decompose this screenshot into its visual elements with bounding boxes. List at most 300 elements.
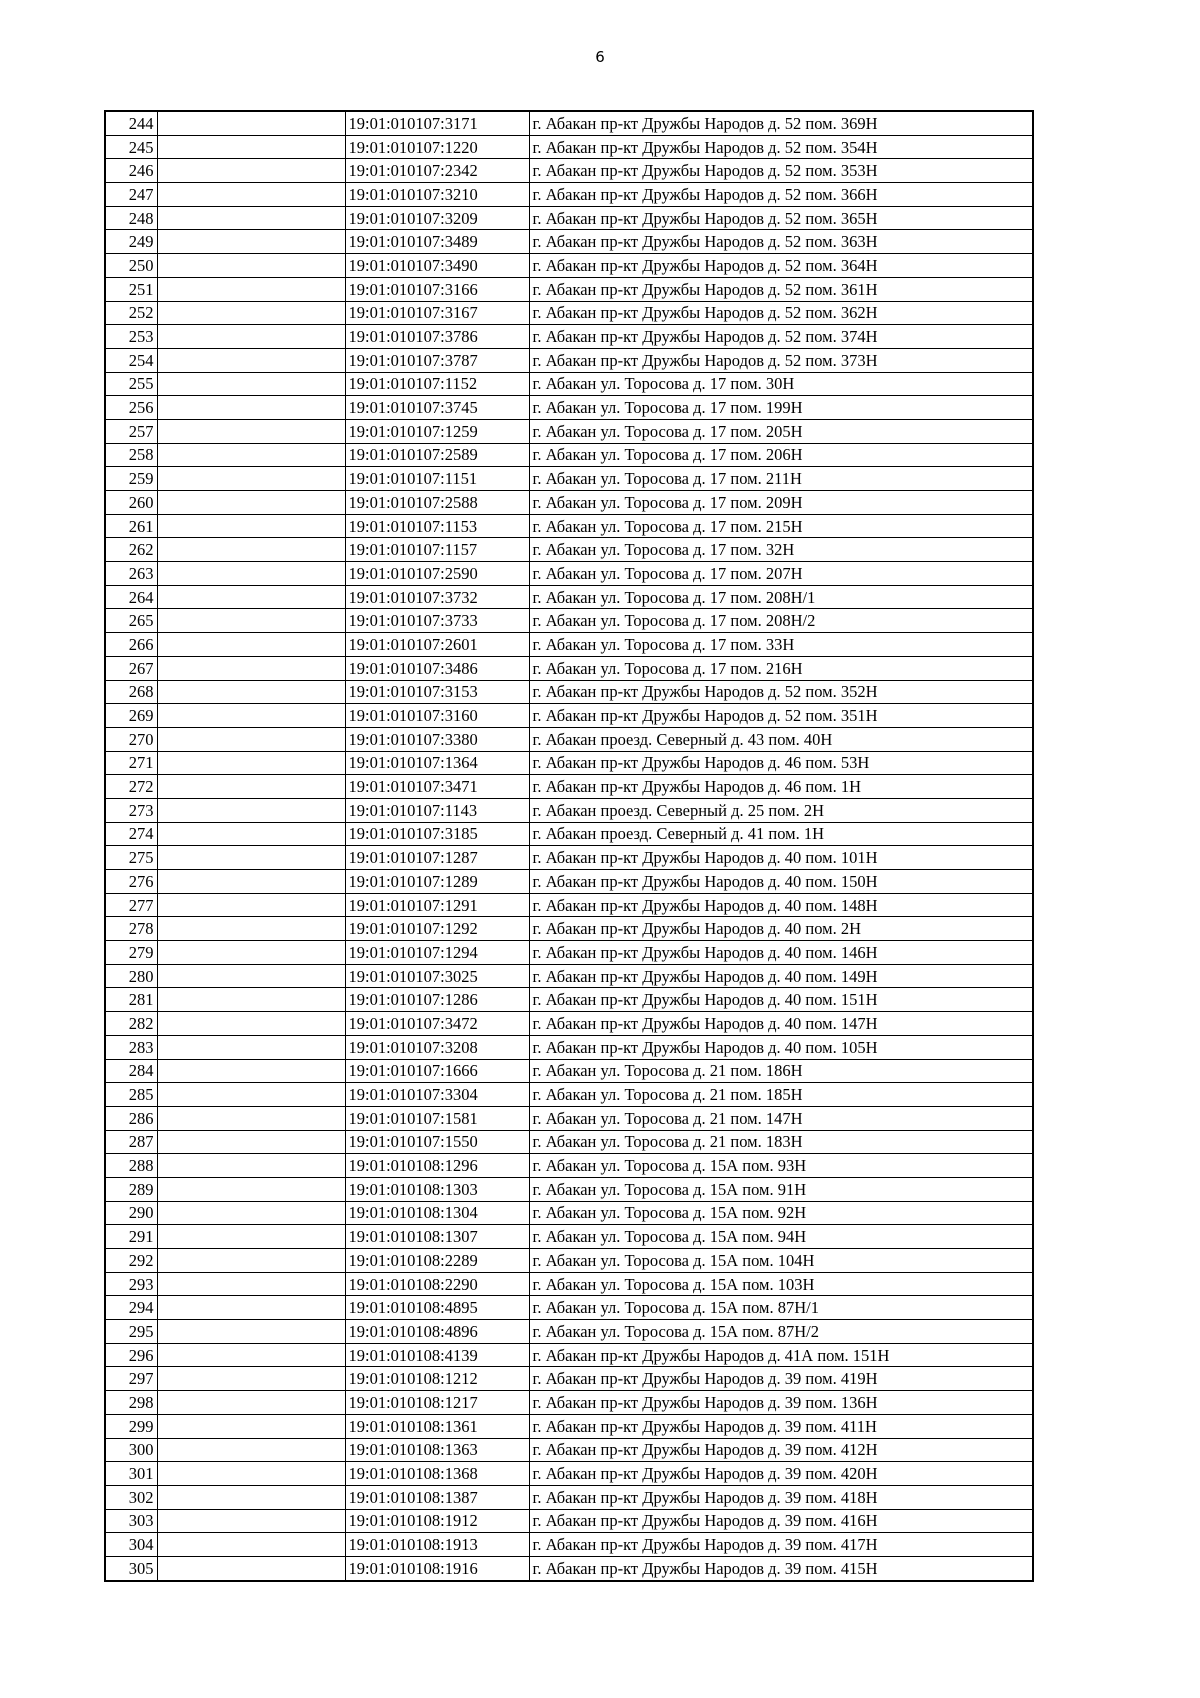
address-cell: г. Абакан пр-кт Дружбы Народов д. 40 пом. 146Н [529,941,1033,965]
address-cell: г. Абакан ул. Торосова д. 17 пом. 199Н [529,396,1033,420]
cadastral-number-cell: 19:01:010107:1151 [345,467,529,491]
cadastral-number-cell: 19:01:010107:1259 [345,419,529,443]
blank-cell [157,1438,345,1462]
address-cell: г. Абакан проезд. Северный д. 41 пом. 1Н [529,822,1033,846]
blank-cell [157,1272,345,1296]
row-number-cell: 257 [105,419,157,443]
row-number-cell: 296 [105,1343,157,1367]
cadastral-number-cell: 19:01:010108:1303 [345,1177,529,1201]
table-row [105,348,1033,372]
table-row [105,1296,1033,1320]
cadastral-number-cell: 19:01:010108:4139 [345,1343,529,1367]
blank-cell [157,609,345,633]
blank-cell [157,419,345,443]
blank-cell [157,917,345,941]
cadastral-number-cell: 19:01:010107:3787 [345,348,529,372]
cadastral-number-cell: 19:01:010108:1363 [345,1438,529,1462]
row-number-cell: 267 [105,656,157,680]
cadastral-number-cell: 19:01:010107:2588 [345,491,529,515]
address-cell: г. Абакан пр-кт Дружбы Народов д. 39 пом. 418Н [529,1485,1033,1509]
address-cell: г. Абакан пр-кт Дружбы Народов д. 39 пом. 136Н [529,1391,1033,1415]
address-cell: г. Абакан пр-кт Дружбы Народов д. 52 пом. 362Н [529,301,1033,325]
blank-cell [157,1012,345,1036]
cadastral-number-cell: 19:01:010108:2290 [345,1272,529,1296]
row-number-cell: 292 [105,1249,157,1273]
address-cell: г. Абакан ул. Торосова д. 17 пом. 33Н [529,633,1033,657]
blank-cell [157,491,345,515]
row-number-cell: 299 [105,1414,157,1438]
table-row [105,1059,1033,1083]
blank-cell [157,1201,345,1225]
row-number-cell: 279 [105,941,157,965]
row-number-cell: 269 [105,704,157,728]
table-row [105,1272,1033,1296]
row-number-cell: 260 [105,491,157,515]
cadastral-number-cell: 19:01:010107:1220 [345,135,529,159]
blank-cell [157,870,345,894]
address-cell: г. Абакан пр-кт Дружбы Народов д. 52 пом. 364Н [529,254,1033,278]
row-number-cell: 246 [105,159,157,183]
row-number-cell: 281 [105,988,157,1012]
cadastral-number-cell: 19:01:010107:1666 [345,1059,529,1083]
row-number-cell: 273 [105,798,157,822]
blank-cell [157,443,345,467]
blank-cell [157,964,345,988]
table-row [105,1414,1033,1438]
table-row [105,1012,1033,1036]
cadastral-number-cell: 19:01:010108:1387 [345,1485,529,1509]
table-row [105,111,1033,135]
cadastral-number-cell: 19:01:010107:3171 [345,111,529,135]
address-cell: г. Абакан ул. Торосова д. 17 пом. 209Н [529,491,1033,515]
blank-cell [157,1343,345,1367]
address-cell: г. Абакан пр-кт Дружбы Народов д. 39 пом. 412Н [529,1438,1033,1462]
table-row [105,254,1033,278]
address-cell: г. Абакан пр-кт Дружбы Народов д. 39 пом. 415Н [529,1556,1033,1580]
table-row [105,656,1033,680]
cadastral-number-cell: 19:01:010108:4896 [345,1320,529,1344]
row-number-cell: 265 [105,609,157,633]
table-row [105,372,1033,396]
blank-cell [157,1320,345,1344]
address-cell: г. Абакан пр-кт Дружбы Народов д. 46 пом. 1Н [529,775,1033,799]
row-number-cell: 244 [105,111,157,135]
cadastral-number-cell: 19:01:010107:1581 [345,1106,529,1130]
blank-cell [157,1225,345,1249]
address-cell: г. Абакан пр-кт Дружбы Народов д. 40 пом. 105Н [529,1035,1033,1059]
address-cell: г. Абакан пр-кт Дружбы Народов д. 41А пом. 151Н [529,1343,1033,1367]
address-cell: г. Абакан пр-кт Дружбы Народов д. 52 пом. 353Н [529,159,1033,183]
cadastral-number-cell: 19:01:010107:3786 [345,325,529,349]
row-number-cell: 264 [105,585,157,609]
table-row [105,1249,1033,1273]
address-cell: г. Абакан ул. Торосова д. 15А пом. 104Н [529,1249,1033,1273]
address-cell: г. Абакан ул. Торосова д. 17 пом. 208Н/1 [529,585,1033,609]
table-row [105,159,1033,183]
row-number-cell: 295 [105,1320,157,1344]
table-row [105,396,1033,420]
row-number-cell: 263 [105,562,157,586]
table-row [105,491,1033,515]
blank-cell [157,656,345,680]
table-row [105,870,1033,894]
cadastral-number-cell: 19:01:010107:3733 [345,609,529,633]
cadastral-number-cell: 19:01:010107:3472 [345,1012,529,1036]
row-number-cell: 291 [105,1225,157,1249]
blank-cell [157,348,345,372]
address-cell: г. Абакан пр-кт Дружбы Народов д. 39 пом. 411Н [529,1414,1033,1438]
cadastral-number-cell: 19:01:010107:3167 [345,301,529,325]
address-cell: г. Абакан пр-кт Дружбы Народов д. 39 пом. 419Н [529,1367,1033,1391]
blank-cell [157,1035,345,1059]
blank-cell [157,301,345,325]
blank-cell [157,277,345,301]
row-number-cell: 251 [105,277,157,301]
blank-cell [157,585,345,609]
blank-cell [157,159,345,183]
row-number-cell: 272 [105,775,157,799]
address-cell: г. Абакан ул. Торосова д. 17 пом. 211Н [529,467,1033,491]
blank-cell [157,1462,345,1486]
address-cell: г. Абакан пр-кт Дружбы Народов д. 40 пом. 148Н [529,893,1033,917]
cadastral-number-cell: 19:01:010107:1294 [345,941,529,965]
table-row [105,1154,1033,1178]
blank-cell [157,183,345,207]
row-number-cell: 289 [105,1177,157,1201]
blank-cell [157,1509,345,1533]
table-row [105,538,1033,562]
row-number-cell: 258 [105,443,157,467]
blank-cell [157,1296,345,1320]
row-number-cell: 286 [105,1106,157,1130]
row-number-cell: 298 [105,1391,157,1415]
address-cell: г. Абакан проезд. Северный д. 43 пом. 40Н [529,727,1033,751]
address-cell: г. Абакан пр-кт Дружбы Народов д. 40 пом. 150Н [529,870,1033,894]
address-cell: г. Абакан пр-кт Дружбы Народов д. 52 пом. 361Н [529,277,1033,301]
table-body [105,111,1033,1581]
cadastral-number-cell: 19:01:010107:3153 [345,680,529,704]
blank-cell [157,562,345,586]
address-cell: г. Абакан ул. Торосова д. 15А пом. 87Н/2 [529,1320,1033,1344]
address-cell: г. Абакан ул. Торосова д. 21 пом. 147Н [529,1106,1033,1130]
table-row [105,325,1033,349]
address-cell: г. Абакан проезд. Северный д. 25 пом. 2Н [529,798,1033,822]
table-row [105,1201,1033,1225]
cadastral-number-cell: 19:01:010107:3471 [345,775,529,799]
cadastral-number-cell: 19:01:010107:3209 [345,206,529,230]
cadastral-number-cell: 19:01:010108:1916 [345,1556,529,1580]
table-row [105,1320,1033,1344]
cadastral-number-cell: 19:01:010108:2289 [345,1249,529,1273]
cadastral-number-cell: 19:01:010107:1292 [345,917,529,941]
table-row [105,704,1033,728]
table-row [105,1533,1033,1557]
table-row [105,822,1033,846]
table-row [105,633,1033,657]
cadastral-number-cell: 19:01:010108:1304 [345,1201,529,1225]
blank-cell [157,633,345,657]
row-number-cell: 262 [105,538,157,562]
blank-cell [157,988,345,1012]
blank-cell [157,1059,345,1083]
address-cell: г. Абакан ул. Торосова д. 17 пом. 207Н [529,562,1033,586]
blank-cell [157,798,345,822]
blank-cell [157,893,345,917]
cadastral-number-cell: 19:01:010107:3160 [345,704,529,728]
cadastral-number-cell: 19:01:010107:3380 [345,727,529,751]
blank-cell [157,514,345,538]
cadastral-number-cell: 19:01:010107:2601 [345,633,529,657]
blank-cell [157,1177,345,1201]
table-row [105,585,1033,609]
address-cell: г. Абакан ул. Торосова д. 17 пом. 30Н [529,372,1033,396]
blank-cell [157,206,345,230]
page-number: 6 [595,48,605,66]
address-cell: г. Абакан пр-кт Дружбы Народов д. 52 пом. 369Н [529,111,1033,135]
table-row [105,1485,1033,1509]
cadastral-number-cell: 19:01:010108:1912 [345,1509,529,1533]
property-registry-table [104,110,1034,1582]
table-row [105,941,1033,965]
address-cell: г. Абакан ул. Торосова д. 15А пом. 103Н [529,1272,1033,1296]
address-cell: г. Абакан пр-кт Дружбы Народов д. 52 пом. 351Н [529,704,1033,728]
row-number-cell: 270 [105,727,157,751]
address-cell: г. Абакан пр-кт Дружбы Народов д. 39 пом. 416Н [529,1509,1033,1533]
row-number-cell: 285 [105,1083,157,1107]
cadastral-number-cell: 19:01:010107:2589 [345,443,529,467]
table-row [105,798,1033,822]
blank-cell [157,1391,345,1415]
table-row [105,1556,1033,1580]
row-number-cell: 288 [105,1154,157,1178]
row-number-cell: 302 [105,1485,157,1509]
address-cell: г. Абакан пр-кт Дружбы Народов д. 40 пом. 149Н [529,964,1033,988]
address-cell: г. Абакан ул. Торосова д. 15А пом. 93Н [529,1154,1033,1178]
table-row [105,775,1033,799]
address-cell: г. Абакан пр-кт Дружбы Народов д. 52 пом. 352Н [529,680,1033,704]
cadastral-number-cell: 19:01:010107:1152 [345,372,529,396]
cadastral-number-cell: 19:01:010107:3486 [345,656,529,680]
address-cell: г. Абакан ул. Торосова д. 17 пом. 216Н [529,656,1033,680]
row-number-cell: 275 [105,846,157,870]
blank-cell [157,1083,345,1107]
row-number-cell: 261 [105,514,157,538]
blank-cell [157,1154,345,1178]
table-row [105,893,1033,917]
table-row [105,419,1033,443]
address-cell: г. Абакан пр-кт Дружбы Народов д. 39 пом. 420Н [529,1462,1033,1486]
cadastral-number-cell: 19:01:010107:1286 [345,988,529,1012]
blank-cell [157,1106,345,1130]
blank-cell [157,751,345,775]
row-number-cell: 253 [105,325,157,349]
address-cell: г. Абакан пр-кт Дружбы Народов д. 40 пом. 151Н [529,988,1033,1012]
address-cell: г. Абакан пр-кт Дружбы Народов д. 40 пом. 147Н [529,1012,1033,1036]
row-number-cell: 249 [105,230,157,254]
table-row [105,1462,1033,1486]
address-cell: г. Абакан пр-кт Дружбы Народов д. 52 пом. 354Н [529,135,1033,159]
row-number-cell: 252 [105,301,157,325]
cadastral-number-cell: 19:01:010107:1143 [345,798,529,822]
address-cell: г. Абакан пр-кт Дружбы Народов д. 52 пом. 373Н [529,348,1033,372]
table-row [105,609,1033,633]
blank-cell [157,1485,345,1509]
row-number-cell: 290 [105,1201,157,1225]
address-cell: г. Абакан ул. Торосова д. 15А пом. 92Н [529,1201,1033,1225]
blank-cell [157,1130,345,1154]
table-row [105,846,1033,870]
row-number-cell: 274 [105,822,157,846]
blank-cell [157,846,345,870]
address-cell: г. Абакан ул. Торосова д. 17 пом. 208Н/2 [529,609,1033,633]
table-row [105,1509,1033,1533]
address-cell: г. Абакан пр-кт Дружбы Народов д. 40 пом. 101Н [529,846,1033,870]
table-row [105,1343,1033,1367]
blank-cell [157,1556,345,1580]
cadastral-number-cell: 19:01:010108:1913 [345,1533,529,1557]
cadastral-number-cell: 19:01:010108:1217 [345,1391,529,1415]
row-number-cell: 284 [105,1059,157,1083]
cadastral-number-cell: 19:01:010107:1157 [345,538,529,562]
blank-cell [157,941,345,965]
cadastral-number-cell: 19:01:010108:1361 [345,1414,529,1438]
address-cell: г. Абакан пр-кт Дружбы Народов д. 52 пом. 363Н [529,230,1033,254]
address-cell: г. Абакан пр-кт Дружбы Народов д. 40 пом. 2Н [529,917,1033,941]
cadastral-number-cell: 19:01:010107:1287 [345,846,529,870]
row-number-cell: 280 [105,964,157,988]
table-row [105,964,1033,988]
cadastral-number-cell: 19:01:010107:1153 [345,514,529,538]
table-row [105,751,1033,775]
cadastral-number-cell: 19:01:010107:3208 [345,1035,529,1059]
blank-cell [157,135,345,159]
address-cell: г. Абакан ул. Торосова д. 21 пом. 183Н [529,1130,1033,1154]
address-cell: г. Абакан ул. Торосова д. 15А пом. 94Н [529,1225,1033,1249]
cadastral-number-cell: 19:01:010107:2590 [345,562,529,586]
address-cell: г. Абакан ул. Торосова д. 15А пом. 87Н/1 [529,1296,1033,1320]
cadastral-number-cell: 19:01:010108:4895 [345,1296,529,1320]
row-number-cell: 305 [105,1556,157,1580]
address-cell: г. Абакан пр-кт Дружбы Народов д. 46 пом. 53Н [529,751,1033,775]
address-cell: г. Абакан ул. Торосова д. 21 пом. 185Н [529,1083,1033,1107]
blank-cell [157,538,345,562]
row-number-cell: 271 [105,751,157,775]
table-row [105,1035,1033,1059]
cadastral-number-cell: 19:01:010107:1364 [345,751,529,775]
row-number-cell: 266 [105,633,157,657]
cadastral-number-cell: 19:01:010107:3025 [345,964,529,988]
table-row [105,135,1033,159]
row-number-cell: 287 [105,1130,157,1154]
cadastral-number-cell: 19:01:010107:3489 [345,230,529,254]
row-number-cell: 259 [105,467,157,491]
blank-cell [157,1533,345,1557]
table-row [105,1438,1033,1462]
address-cell: г. Абакан ул. Торосова д. 17 пом. 32Н [529,538,1033,562]
blank-cell [157,727,345,751]
cadastral-number-cell: 19:01:010107:1550 [345,1130,529,1154]
blank-cell [157,467,345,491]
row-number-cell: 255 [105,372,157,396]
table-row [105,727,1033,751]
blank-cell [157,1414,345,1438]
blank-cell [157,775,345,799]
table-row [105,1225,1033,1249]
cadastral-number-cell: 19:01:010108:1212 [345,1367,529,1391]
row-number-cell: 293 [105,1272,157,1296]
cadastral-number-cell: 19:01:010108:1368 [345,1462,529,1486]
table-row [105,1083,1033,1107]
row-number-cell: 268 [105,680,157,704]
table-row [105,562,1033,586]
table-row [105,680,1033,704]
cadastral-number-cell: 19:01:010107:3185 [345,822,529,846]
address-cell: г. Абакан ул. Торосова д. 15А пом. 91Н [529,1177,1033,1201]
address-cell: г. Абакан ул. Торосова д. 17 пом. 215Н [529,514,1033,538]
blank-cell [157,372,345,396]
table-row [105,1391,1033,1415]
address-cell: г. Абакан ул. Торосова д. 21 пом. 186Н [529,1059,1033,1083]
table-row [105,183,1033,207]
address-cell: г. Абакан пр-кт Дружбы Народов д. 39 пом. 417Н [529,1533,1033,1557]
table-row [105,988,1033,1012]
address-cell: г. Абакан пр-кт Дружбы Народов д. 52 пом. 366Н [529,183,1033,207]
address-cell: г. Абакан пр-кт Дружбы Народов д. 52 пом. 365Н [529,206,1033,230]
row-number-cell: 245 [105,135,157,159]
row-number-cell: 301 [105,1462,157,1486]
row-number-cell: 297 [105,1367,157,1391]
blank-cell [157,111,345,135]
cadastral-number-cell: 19:01:010107:3732 [345,585,529,609]
row-number-cell: 303 [105,1509,157,1533]
row-number-cell: 294 [105,1296,157,1320]
table-row [105,1177,1033,1201]
cadastral-number-cell: 19:01:010107:1291 [345,893,529,917]
table-row [105,1106,1033,1130]
blank-cell [157,680,345,704]
blank-cell [157,325,345,349]
cadastral-number-cell: 19:01:010107:3210 [345,183,529,207]
table-row [105,1130,1033,1154]
blank-cell [157,1367,345,1391]
table-row [105,514,1033,538]
table-row [105,206,1033,230]
cadastral-number-cell: 19:01:010107:3745 [345,396,529,420]
address-cell: г. Абакан пр-кт Дружбы Народов д. 52 пом. 374Н [529,325,1033,349]
row-number-cell: 283 [105,1035,157,1059]
cadastral-number-cell: 19:01:010107:3304 [345,1083,529,1107]
cadastral-number-cell: 19:01:010107:3490 [345,254,529,278]
row-number-cell: 277 [105,893,157,917]
row-number-cell: 300 [105,1438,157,1462]
address-cell: г. Абакан ул. Торосова д. 17 пом. 205Н [529,419,1033,443]
table-row [105,230,1033,254]
cadastral-number-cell: 19:01:010107:2342 [345,159,529,183]
cadastral-number-cell: 19:01:010107:3166 [345,277,529,301]
table-row [105,443,1033,467]
table-row [105,1367,1033,1391]
blank-cell [157,230,345,254]
row-number-cell: 278 [105,917,157,941]
blank-cell [157,396,345,420]
row-number-cell: 254 [105,348,157,372]
row-number-cell: 250 [105,254,157,278]
row-number-cell: 282 [105,1012,157,1036]
blank-cell [157,822,345,846]
row-number-cell: 304 [105,1533,157,1557]
cadastral-number-cell: 19:01:010108:1307 [345,1225,529,1249]
row-number-cell: 247 [105,183,157,207]
